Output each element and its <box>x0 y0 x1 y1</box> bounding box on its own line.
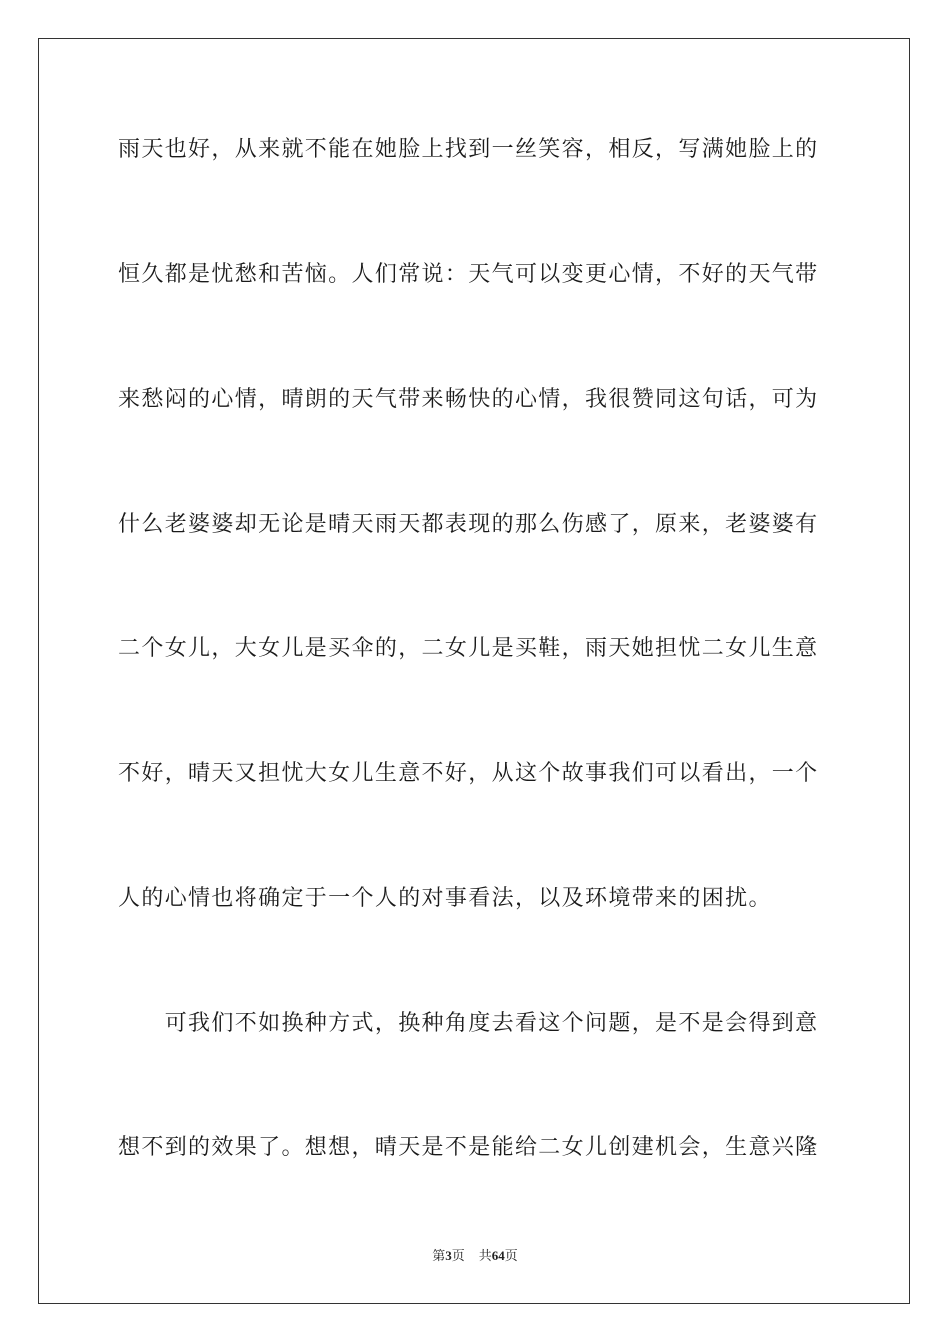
body-text-line: 不好，晴天又担忧大女儿生意不好，从这个故事我们可以看出，一个 <box>118 761 819 786</box>
body-text-line: 人的心情也将确定于一个人的对事看法，以及环境带来的困扰。 <box>118 886 772 911</box>
page-number: 3 <box>445 1248 452 1263</box>
body-text-line: 什么老婆婆却无论是晴天雨天都表现的那么伤感了，原来，老婆婆有 <box>118 512 819 537</box>
body-text-line: 来愁闷的心情，晴朗的天气带来畅快的心情，我很赞同这句话，可为 <box>118 387 819 412</box>
total-label-prefix: 共 <box>478 1248 492 1263</box>
page-label-suffix: 页 <box>451 1248 465 1263</box>
body-text-line: 雨天也好，从来就不能在她脸上找到一丝笑容，相反，写满她脸上的 <box>118 137 819 162</box>
page-label-prefix: 第 <box>432 1248 446 1263</box>
page-footer <box>0 1247 950 1265</box>
total-label-suffix: 页 <box>504 1248 518 1263</box>
page-border <box>38 38 910 1304</box>
body-text-line: 二个女儿，大女儿是买伞的，二女儿是买鞋，雨天她担忧二女儿生意 <box>118 636 819 661</box>
total-pages: 64 <box>491 1248 505 1263</box>
body-text-line: 恒久都是忧愁和苦恼。人们常说：天气可以变更心情，不好的天气带 <box>118 262 819 287</box>
body-text-line: 可我们不如换种方式，换种角度去看这个问题，是不是会得到意 <box>118 1011 819 1036</box>
body-text-line: 想不到的效果了。想想，晴天是不是能给二女儿创建机会，生意兴隆 <box>118 1135 819 1160</box>
